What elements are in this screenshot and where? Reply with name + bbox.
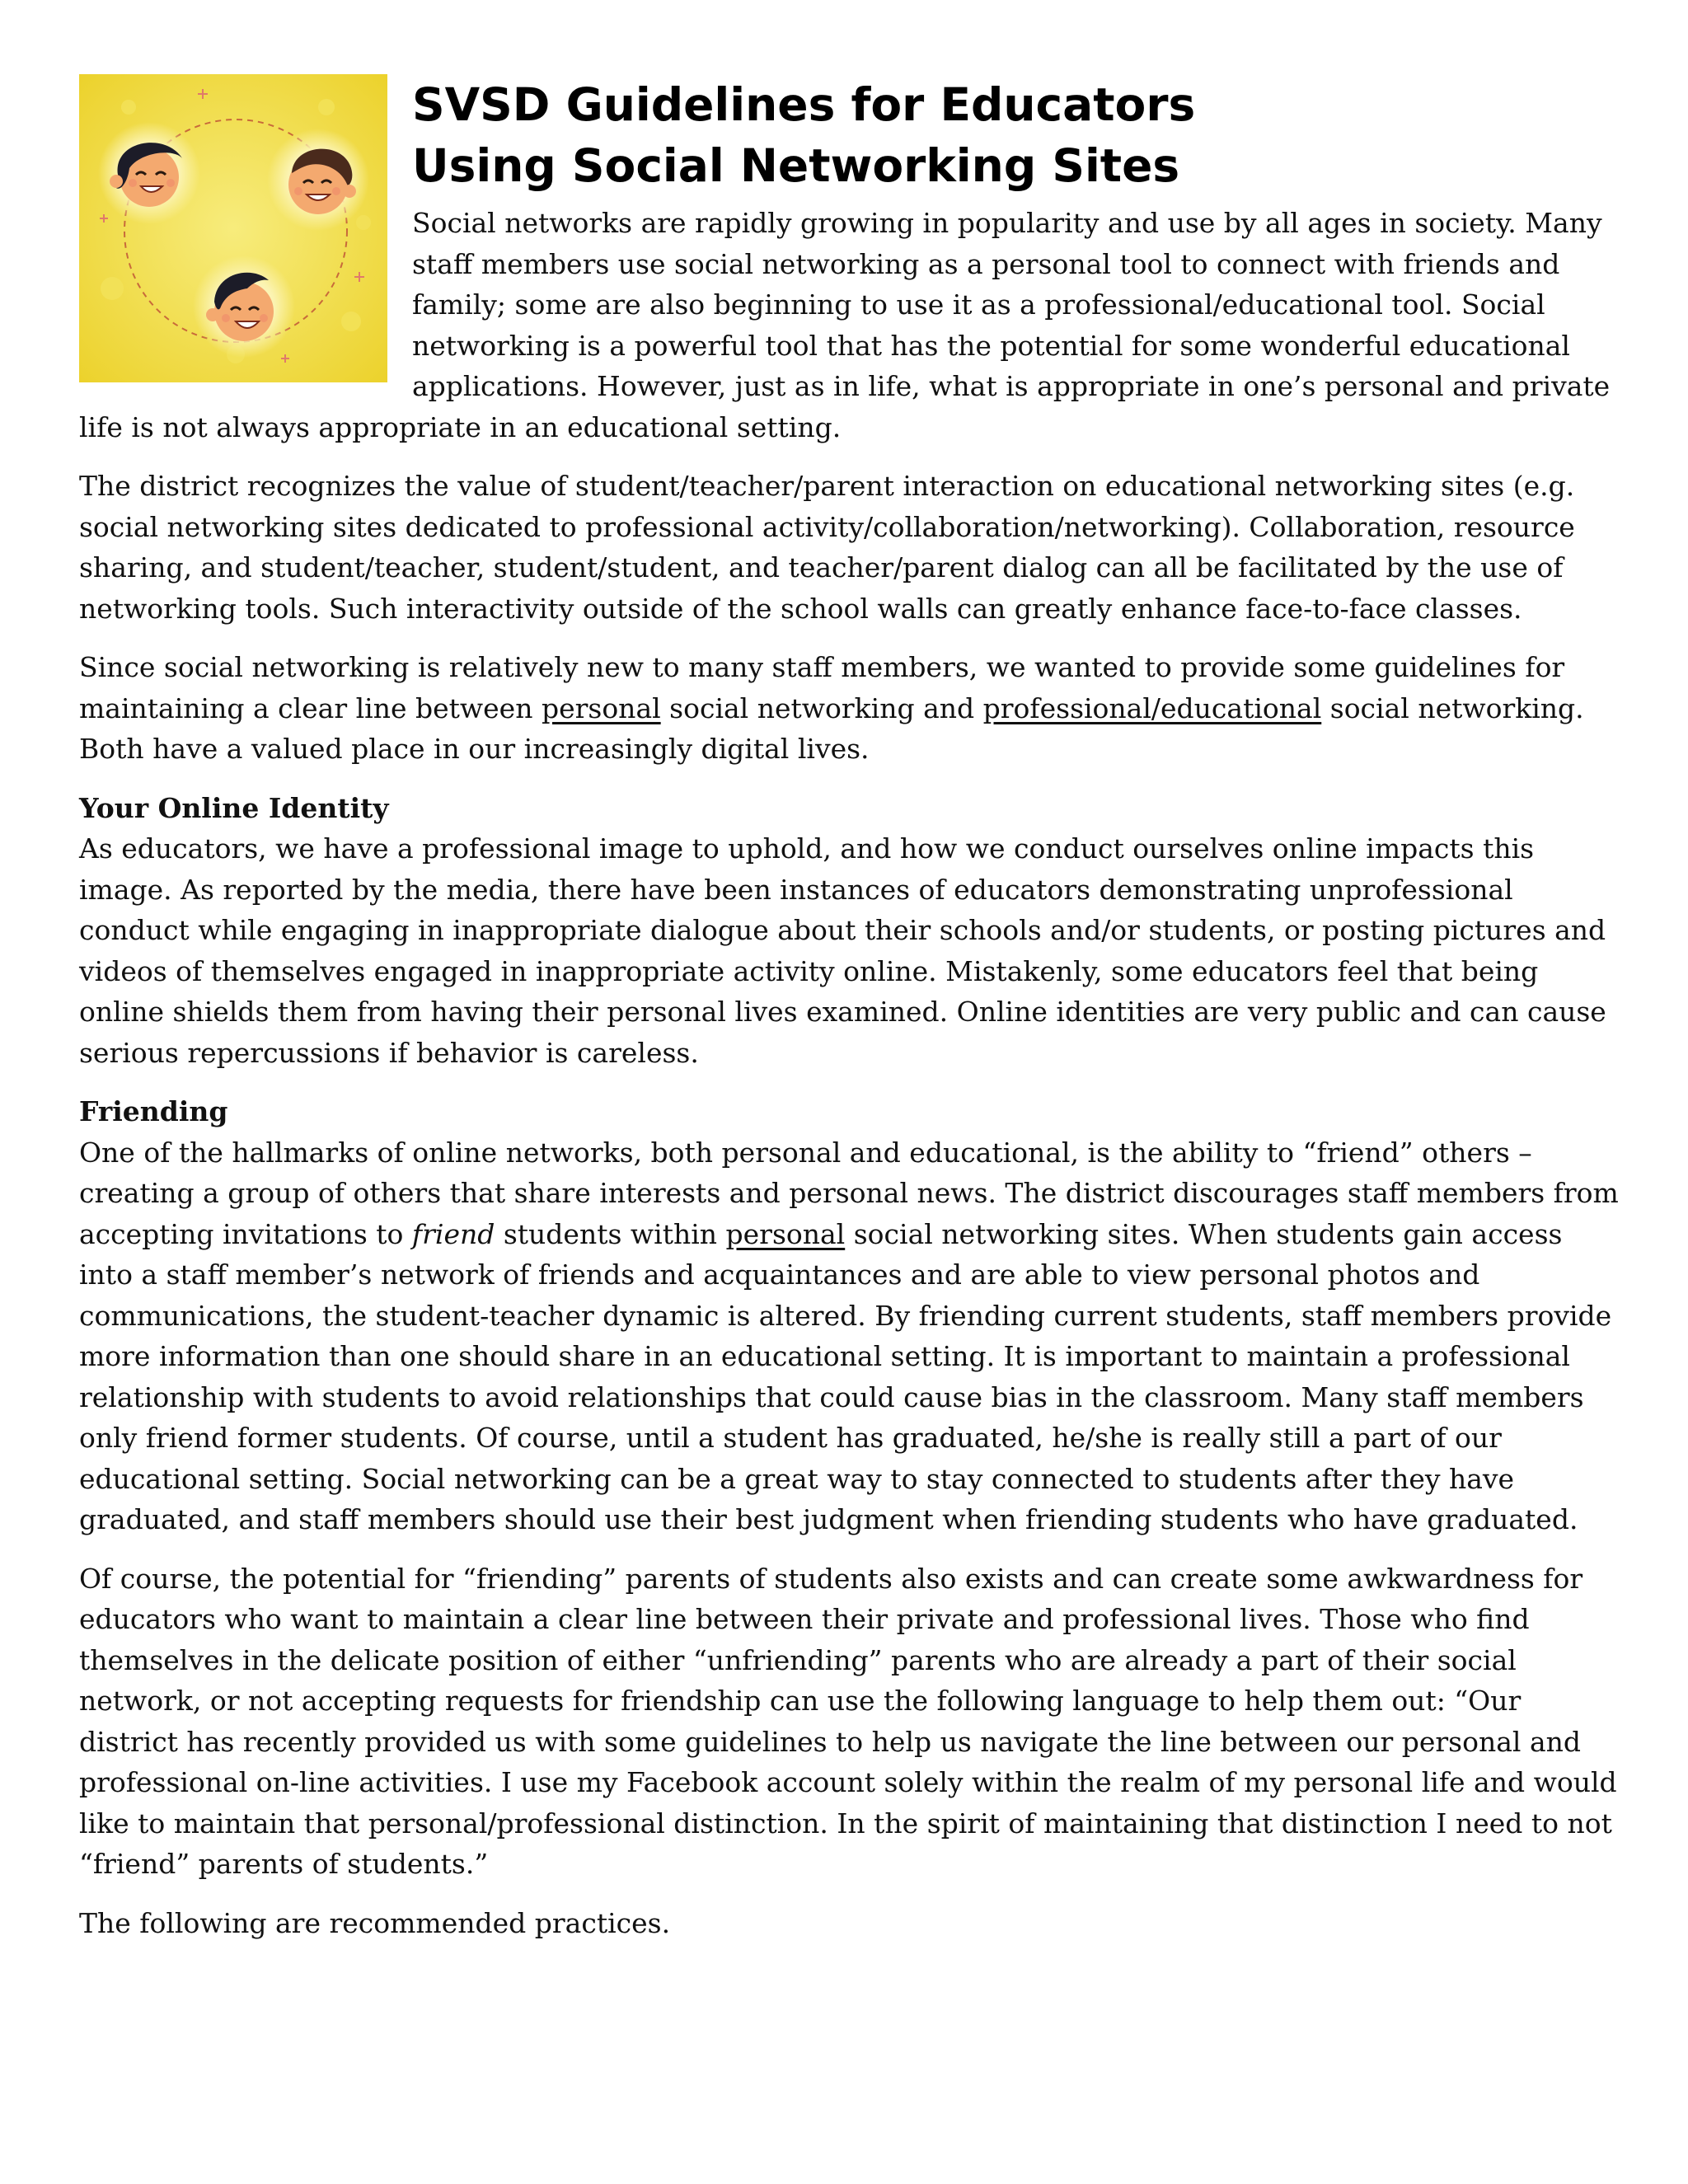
title-line-2: Using Social Networking Sites	[412, 139, 1180, 192]
title-line-1: SVSD Guidelines for Educators	[412, 78, 1196, 131]
district-paragraph: The district recognizes the value of student/teacher/parent interaction on educational networking sites (e.g. social networking sites dedicated to professional activity/collaboration/networking). Collaboration, resource sharing, and student/teacher, student/student, and teacher/parent dialog can all be facilitated by the use of networking tools. Such interactivity outside of the school walls can greatly enhance face-to-face classes.	[79, 470, 1575, 625]
friend-italic-term: friend	[411, 1217, 495, 1250]
intro-paragraph: Social networks are rapidly growing in popularity and use by all ages in society. Many staff members use social networking as a personal tool to connect with friends and family; some are also beginning to use it as a professional/educational tool. Social networking is a powerful tool that has the potential for some wonderful educational applications. However, just as in life, what is appropriate in one’s personal and private life is not always appropriate in an educational setting.	[79, 207, 1611, 443]
guidelines-purpose-paragraph: Since social networking is relatively new to many staff members, we wanted to provide some guidelines for maintaining a clear line between personal social networking and professional/educational social networking. Both have a valued place in our increasingly digital lives.	[79, 651, 1584, 765]
friending-section: Friending One of the hallmarks of online networks, both personal and educational, is the ability to “friend” others – creating a group of others that share interests and personal news. The district discourages staff members from accepting invitations to friend students within personal social networking sites. When students gain access into a staff member’s network of friends and acquaintances and are able to view personal photos and communications, the student-teacher dynamic is altered. By friending current students, staff members provide more information than one should share in an educational setting. It is important to maintain a professional relationship with students to avoid relationships that could cause bias in the classroom. Many staff members only friend former students. Of course, until a student has graduated, he/she is really still a part of our educational setting. Social networking can be a great way to stay connected to students after they have graduated, and staff members should use their best judgment when friending students who have graduated.	[79, 1091, 1620, 1540]
boy-face-icon	[193, 255, 295, 358]
document-page	[79, 74, 1620, 1961]
closing-paragraph: The following are recommended practices.	[79, 1906, 671, 1939]
online-identity-section	[79, 788, 1620, 1074]
friending-heading: Friending	[79, 1095, 228, 1127]
personal-underlined-term: personal	[725, 1217, 846, 1250]
online-identity-heading: Your Online Identity	[79, 791, 389, 824]
personal-underlined-term: personal	[541, 691, 661, 724]
three-smiling-faces-illustration	[79, 74, 387, 382]
parents-paragraph: Of course, the potential for “friending” parents of students also exists and can create some awkwardness for educators who want to maintain a clear line between their private and professional lives. Those who find themselves in the delicate position of either “unfriending” parents who are already a part of their social network, or not accepting requests for friendship can use the following language to help them out: “Our district has recently provided us with some guidelines to help us navigate the line between our personal and professional on-line activities. I use my Facebook account solely within the realm of my personal life and would like to maintain that personal/professional distinction. In the spirit of maintaining that distinction I need to not “friend” parents of students.”	[79, 1562, 1617, 1880]
girl-face-icon	[98, 122, 200, 224]
professional-educational-underlined-term: professional/educational	[982, 691, 1322, 724]
online-identity-body: As educators, we have a professional image to uphold, and how we conduct ourselves online impacts this image. As reported by the media, there have been instances of educators demonstrating unprofessional conduct while engaging in inappropriate dialogue about their schools and/or students, or posting pictures and videos of themselves engaged in inappropriate activity online. Mistakenly, some educators feel that being online shields them from having their personal lives examined. Online identities are very public and can cause serious repercussions if behavior is careless.	[79, 832, 1606, 1069]
boy-face-icon	[267, 129, 369, 231]
